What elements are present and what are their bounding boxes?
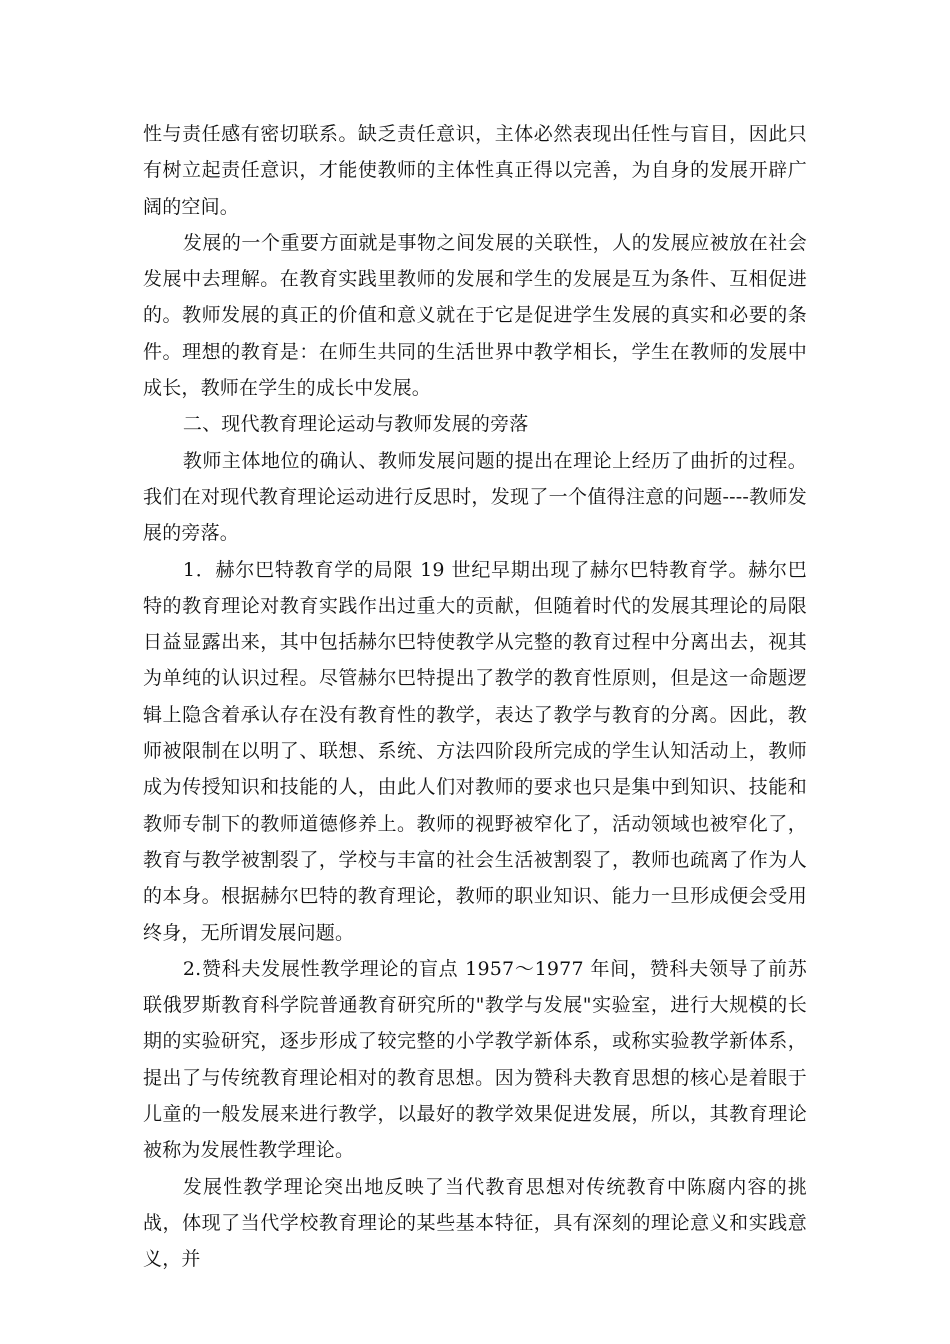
section-heading: 二、现代教育理论运动与教师发展的旁落 xyxy=(182,413,529,436)
paragraph-theory-reflection: 教师主体地位的确认、教师发展问题的提出在理论上经历了曲折的过程。我们在对现代教育理论运动进行反思时，发现了一个值得注意的问题----教师发展的旁落。 xyxy=(143,449,807,545)
document-body xyxy=(143,116,807,1278)
paragraph-developmental-teaching: 发展性教学理论突出地反映了当代教育思想对传统教育中陈腐内容的挑战，体现了当代学校教育理论的某些基本特征，具有深刻的理论意义和实践意义，并 xyxy=(143,1175,807,1271)
paragraph-teacher-student-development: 发展的一个重要方面就是事物之间发展的关联性，人的发展应被放在社会发展中去理解。在教育实践里教师的发展和学生的发展是互为条件、互相促进的。教师发展的真正的价值和意义就在于它是促进学生发展的真实和必要的条件。理想的教育是：在师生共同的生活世界中教学相长，学生在教师的发展中成长，教师在学生的成长中发展。 xyxy=(143,231,807,400)
paragraph-continuation: 性与责任感有密切联系。缺乏责任意识，主体必然表现出任性与盲目，因此只有树立起责任意识，才能使教师的主体性真正得以完善，为自身的发展开辟广阔的空间。 xyxy=(143,123,807,218)
paragraph-herbart: 1．赫尔巴特教育学的局限 19 世纪早期出现了赫尔巴特教育学。赫尔巴特的教育理论对教育实践作出过重大的贡献，但随着时代的发展其理论的局限日益显露出来，其中包括赫尔巴特使教学从完整的教育过程中分离出去，视其为单纯的认识过程。尽管赫尔巴特提出了教学的教育性原则，但是这一命题逻辑上隐含着承认存在没有教育性的教学，表达了教学与教育的分离。因此，教师被限制在以明了、联想、系统、方法四阶段所完成的学生认知活动上，教师成为传授知识和技能的人，由此人们对教师的要求也只是集中到知识、技能和教师专制下的教师道德修养上。教师的视野被窄化了，活动领域也被窄化了，教育与教学被割裂了，学校与丰富的社会生活被割裂了，教师也疏离了作为人的本身。根据赫尔巴特的教育理论，教师的职业知识、能力一旦形成便会受用终身，无所谓发展问题。 xyxy=(143,558,807,944)
paragraph-zankov: 2.赞科夫发展性教学理论的盲点 1957～1977 年间，赞科夫领导了前苏联俄罗斯教育科学院普通教育研究所的"教学与发展"实验室，进行大规模的长期的实验研究，逐步形成了较完整的小学教学新体系，或称实验教学新体系，提出了与传统教育理论相对的教育思想。因为赞科夫教育思想的核心是着眼于儿童的一般发展来进行教学，以最好的教学效果促进发展，所以，其教育理论被称为发展性教学理论。 xyxy=(143,957,807,1162)
